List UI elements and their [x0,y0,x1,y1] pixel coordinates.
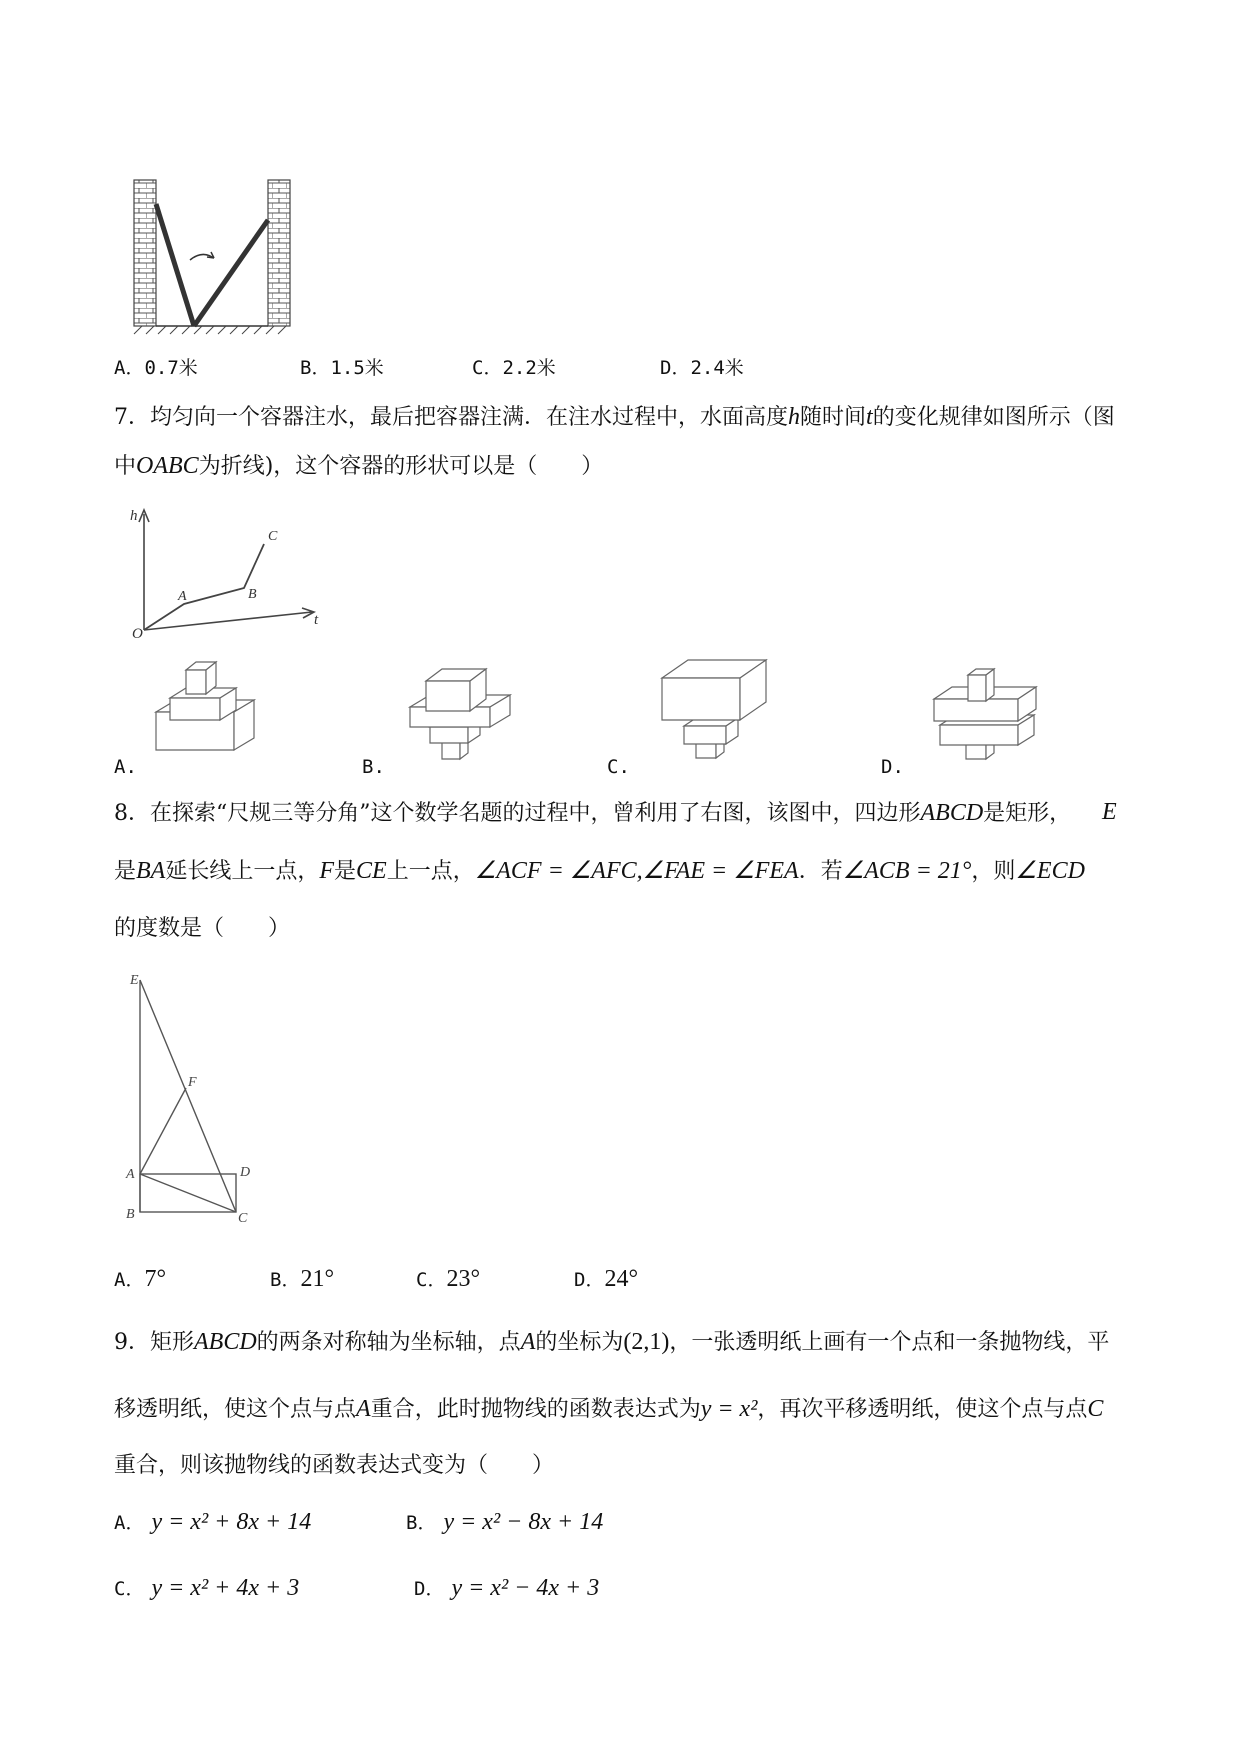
graph-label-h: h [130,508,138,524]
option-value: y = x² − 4x + 3 [451,1575,600,1601]
q9-text: 移透明纸，使这个点与点 [114,1397,357,1422]
graph-label-b: B [248,587,257,602]
q8-stem-line2 [114,856,1085,887]
q9-var-c: C [1087,1396,1104,1422]
q9-stem-line2 [114,1394,1103,1425]
q9-option-a[interactable] [114,1507,311,1538]
figure-label-d: D [240,1165,251,1180]
q8-stem-line3: 的度数是（ ） [114,916,291,941]
q9-text: 重合，此时抛物线的函数表达式为 [370,1397,701,1422]
container-option-c-figure[interactable] [654,650,774,765]
option-value: y = x² − 8x + 14 [443,1509,604,1535]
q6-option-c[interactable]: C．2.2米 [472,357,556,379]
q6-option-d[interactable]: D．2.4米 [660,357,744,379]
option-label: C． [416,1269,447,1291]
q7-text: 随时间 [800,405,867,430]
option-label: B． [270,1269,301,1291]
q8-var-e: E [1102,799,1117,825]
q9-text: 9．矩形 [114,1330,194,1355]
q7-var-h: h [788,404,800,430]
option-value: 23° [446,1266,481,1292]
option-label: A． [114,1512,145,1534]
q8-text: 是 [334,859,357,884]
option-value: 21° [300,1266,335,1292]
container-option-b-figure[interactable] [402,655,522,770]
q8-var-f: F [319,858,335,884]
q8-option-d[interactable] [574,1264,638,1295]
q8-text: 延长线上一点， [165,859,320,884]
q8-text: 上一点， [386,859,475,884]
q9-var-a: A [356,1396,371,1422]
water-height-graph [126,500,322,640]
option-value: y = x² + 8x + 14 [151,1509,312,1535]
q8-text: 8．在探索“尺规三等分角”这个数学名题的过程中，曾利用了右图，该图中，四边形 [114,801,921,826]
figure-label-c: C [238,1211,248,1226]
option-value: y = x² + 4x + 3 [151,1575,300,1601]
q9-var-a: A [520,1329,536,1355]
q7-option-b[interactable]: B. [362,756,385,778]
q9-option-d[interactable] [414,1573,599,1604]
q7-text: 的变化规律如图所示（图 [872,405,1115,430]
q9-var-abcd: ABCD [194,1329,257,1355]
q8-option-b[interactable] [270,1264,334,1295]
q8-text: 是 [114,859,137,884]
q8-text: 是矩形， [983,801,1072,826]
q7-text: 7．均匀向一个容器注水，最后把容器注满．在注水过程中，水面高度 [114,405,788,430]
q8-angle-ecd: ∠ECD [1015,858,1085,884]
trisect-angle-figure [122,964,262,1230]
q8-var-ce: CE [356,858,387,884]
q9-text: ，再次平移透明纸，使这个点与点 [757,1397,1088,1422]
q8-option-a[interactable] [114,1264,166,1295]
option-label: A． [114,1269,145,1291]
q9-stem-line3: 重合，则该抛物线的函数表达式变为（ ） [114,1453,555,1478]
q9-coordinate: (2,1) [623,1329,670,1355]
q7-var-t: t [866,404,873,430]
q7-text: 中 [114,454,137,479]
q6-option-a[interactable]: A．0.7米 [114,357,198,379]
q9-text: ，一张透明纸上画有一个点和一条抛物线，平 [669,1330,1110,1355]
figure-label-e: E [130,973,139,988]
graph-label-t: t [314,612,319,628]
option-label: D． [414,1578,445,1600]
q8-stem-line1 [114,798,1071,829]
graph-label-o: O [132,626,143,640]
q8-option-c[interactable] [416,1264,480,1295]
figure-label-a: A [126,1167,135,1182]
graph-label-c: C [268,529,278,544]
container-option-a-figure[interactable] [148,650,268,765]
q9-text: 的坐标为 [535,1330,624,1355]
q7-option-a[interactable]: A. [114,756,137,778]
q7-text: 为折线)，这个容器的形状可以是（ ） [198,454,604,479]
container-option-d-figure[interactable] [928,655,1048,770]
figure-label-b: B [126,1207,135,1222]
graph-label-a: A [178,589,187,604]
q7-option-d[interactable]: D. [881,756,904,778]
q7-stem-line1 [114,402,1115,433]
option-label: B． [406,1512,437,1534]
option-label: D． [574,1269,605,1291]
q9-stem-line1 [114,1327,1109,1358]
q8-angle-equalities: ∠ACF = ∠AFC,∠FAE = ∠FEA [474,858,799,884]
ladder-walls-figure [132,178,292,336]
option-value: 24° [604,1266,639,1292]
q8-var-ba: BA [136,858,166,884]
q6-option-b[interactable]: B．1.5米 [300,357,384,379]
q8-text: ．若 [798,859,843,884]
q9-expression: y = x² [700,1396,758,1422]
option-label: C． [114,1578,145,1600]
q9-option-c[interactable] [114,1573,299,1604]
option-value: 7° [144,1266,167,1292]
q7-var-oabc: OABC [136,453,199,479]
q9-option-b[interactable] [406,1507,603,1538]
q9-text: 的两条对称轴为坐标轴，点 [256,1330,521,1355]
q8-var-abcd: ABCD [920,800,984,826]
figure-label-f: F [188,1075,197,1090]
q7-option-c[interactable]: C. [607,756,630,778]
q7-stem-line2 [114,451,603,482]
q8-angle-acb: ∠ACB = 21° [842,858,972,884]
q8-text: ，则 [971,859,1016,884]
